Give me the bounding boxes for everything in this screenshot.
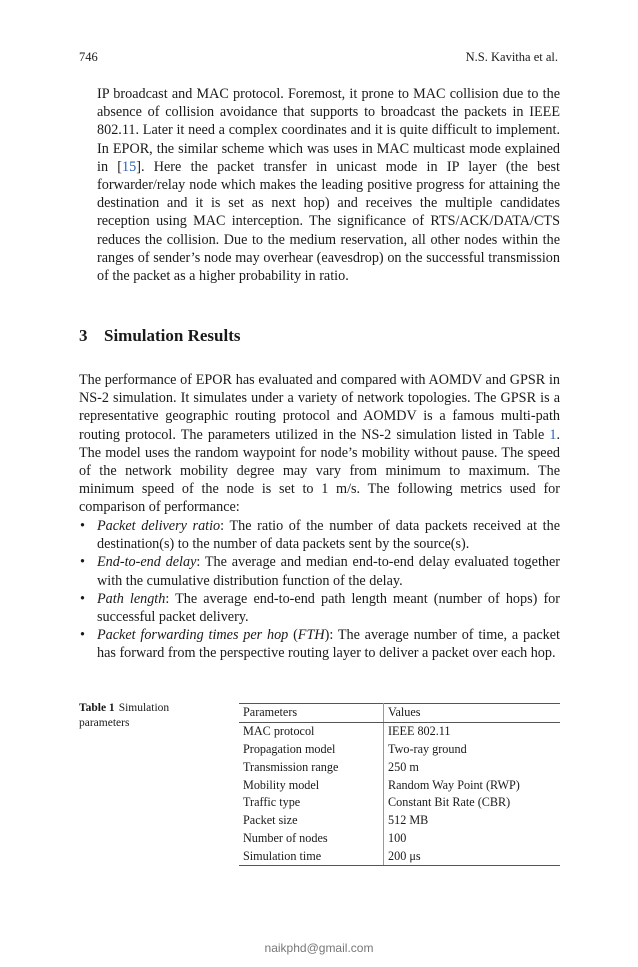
- paragraph-epor-description: [97, 85, 560, 285]
- bullet-icon: •: [80, 627, 85, 644]
- section-heading: [79, 326, 241, 346]
- table-cell: Packet size: [239, 812, 384, 830]
- table-cell: Propagation model: [239, 741, 384, 759]
- column-header: Parameters: [239, 704, 384, 723]
- table-cell: 250 m: [388, 759, 419, 774]
- table-cell: Simulation time: [239, 847, 384, 865]
- list-item: [79, 626, 560, 662]
- paragraph-simulation-intro: [79, 371, 560, 517]
- table-cell: MAC protocol: [239, 722, 384, 740]
- table-row: [239, 776, 560, 794]
- list-item: [79, 553, 560, 589]
- metric-description: ): The average number of time, a packet has forward from the perspective routing layer to deliver a packet over each hop.: [97, 627, 560, 662]
- table-cell: Number of nodes: [239, 830, 384, 848]
- metric-abbreviation: FTH: [297, 627, 325, 644]
- table-row: [239, 830, 560, 848]
- table-cell: 100: [388, 830, 407, 845]
- table-row: [239, 722, 560, 740]
- table-row: [239, 741, 560, 759]
- metric-description: : The average end-to-end path length meant (number of hops) for successful packet delivery.: [97, 590, 560, 626]
- table-row: [239, 812, 560, 830]
- metric-term: Packet forwarding times per hop: [97, 627, 289, 644]
- bullet-icon: •: [80, 554, 85, 571]
- table-row: [239, 847, 560, 865]
- paragraph-text: ]. Here the packet transfer in unicast mode in IP layer (the best forwarder/relay node which makes the leading positive progress for attaining the destination and it is set as next hop) and receives the multiple candidates reception using MAC interception. The significance of RTS/ACK/DATA/CTS reduces the collision. Due to the medium reservation, all other nodes within the ranges of sender’s node may overhear (eavesdrop) on the successful transmission of the packet as a higher probability in ratio.: [97, 158, 560, 285]
- paragraph-text: The performance of EPOR has evaluated and compared with AOMDV and GPSR in NS-2 simulation. It simulates under a variety of network topologies. The GPSR is a representative geographic routing protocol and AOMDV is a famous multi-path routing protocol. The parameters utilized in the NS-2 simulation listed in Table: [79, 372, 560, 443]
- metric-paren: (: [288, 627, 298, 644]
- table-cell: 512 MB: [388, 813, 429, 828]
- table-cell: Transmission range: [239, 758, 384, 776]
- metric-description: : The average and median end-to-end delay evaluated together with the cumulative distribution function of the delay.: [97, 554, 561, 589]
- metric-description: : The ratio of the number of data packets received at the destination(s) to the number of data packets sent by the source(s).: [97, 518, 560, 553]
- table-label: Table 1: [79, 702, 115, 714]
- table-cell: 200 μs: [384, 847, 561, 865]
- list-item: [79, 590, 560, 626]
- section-number: 3: [79, 326, 88, 345]
- table-row: [239, 794, 560, 812]
- metrics-list: [79, 517, 560, 663]
- table-caption: [79, 701, 209, 730]
- paragraph-text: IP broadcast and MAC protocol. Foremost, it prone to MAC collision due to the absence of collision avoidance that supports to broadcast the packets in IEEE 802.11. Later it need a complex coordinates and it is quite difficult to implement. In EPOR, the similar scheme which was uses in MAC multicast mode explained in [: [97, 86, 560, 175]
- simulation-parameters-table: [239, 703, 560, 866]
- table-cell: Mobility model: [239, 776, 384, 794]
- section-title: Simulation Results: [104, 326, 241, 345]
- column-header: Values: [384, 704, 561, 723]
- list-item: [79, 517, 560, 553]
- citation-link[interactable]: 15: [122, 158, 137, 175]
- table-reference-link[interactable]: 1: [549, 426, 557, 443]
- metric-term: Path length: [97, 590, 166, 607]
- table-row: [239, 758, 560, 776]
- table-caption-text: Simulation parameters: [79, 702, 170, 729]
- metric-term: Packet delivery ratio: [97, 518, 221, 534]
- footer-email: naikphd@gmail.com: [264, 941, 374, 955]
- bullet-icon: •: [80, 590, 85, 607]
- running-header-authors: N.S. Kavitha et al.: [465, 50, 558, 64]
- bullet-icon: •: [80, 518, 85, 534]
- table-cell: Traffic type: [239, 794, 384, 812]
- metric-term: End-to-end delay: [97, 554, 197, 571]
- table-header-row: [239, 704, 560, 723]
- paragraph-text: . The model uses the random waypoint for node’s mobility without pause. The speed of the network mobility degree may vary from minimum to maximum. The minimum speed of the node is set to 1 m/s. The following metrics used for comparison of performance:: [79, 426, 560, 516]
- page-number: 746: [79, 50, 98, 64]
- table-cell: IEEE 802.11: [388, 724, 451, 739]
- table-cell: Two-ray ground: [388, 741, 467, 756]
- table-cell: Random Way Point (RWP): [388, 777, 520, 792]
- table-cell: Constant Bit Rate (CBR): [388, 795, 511, 810]
